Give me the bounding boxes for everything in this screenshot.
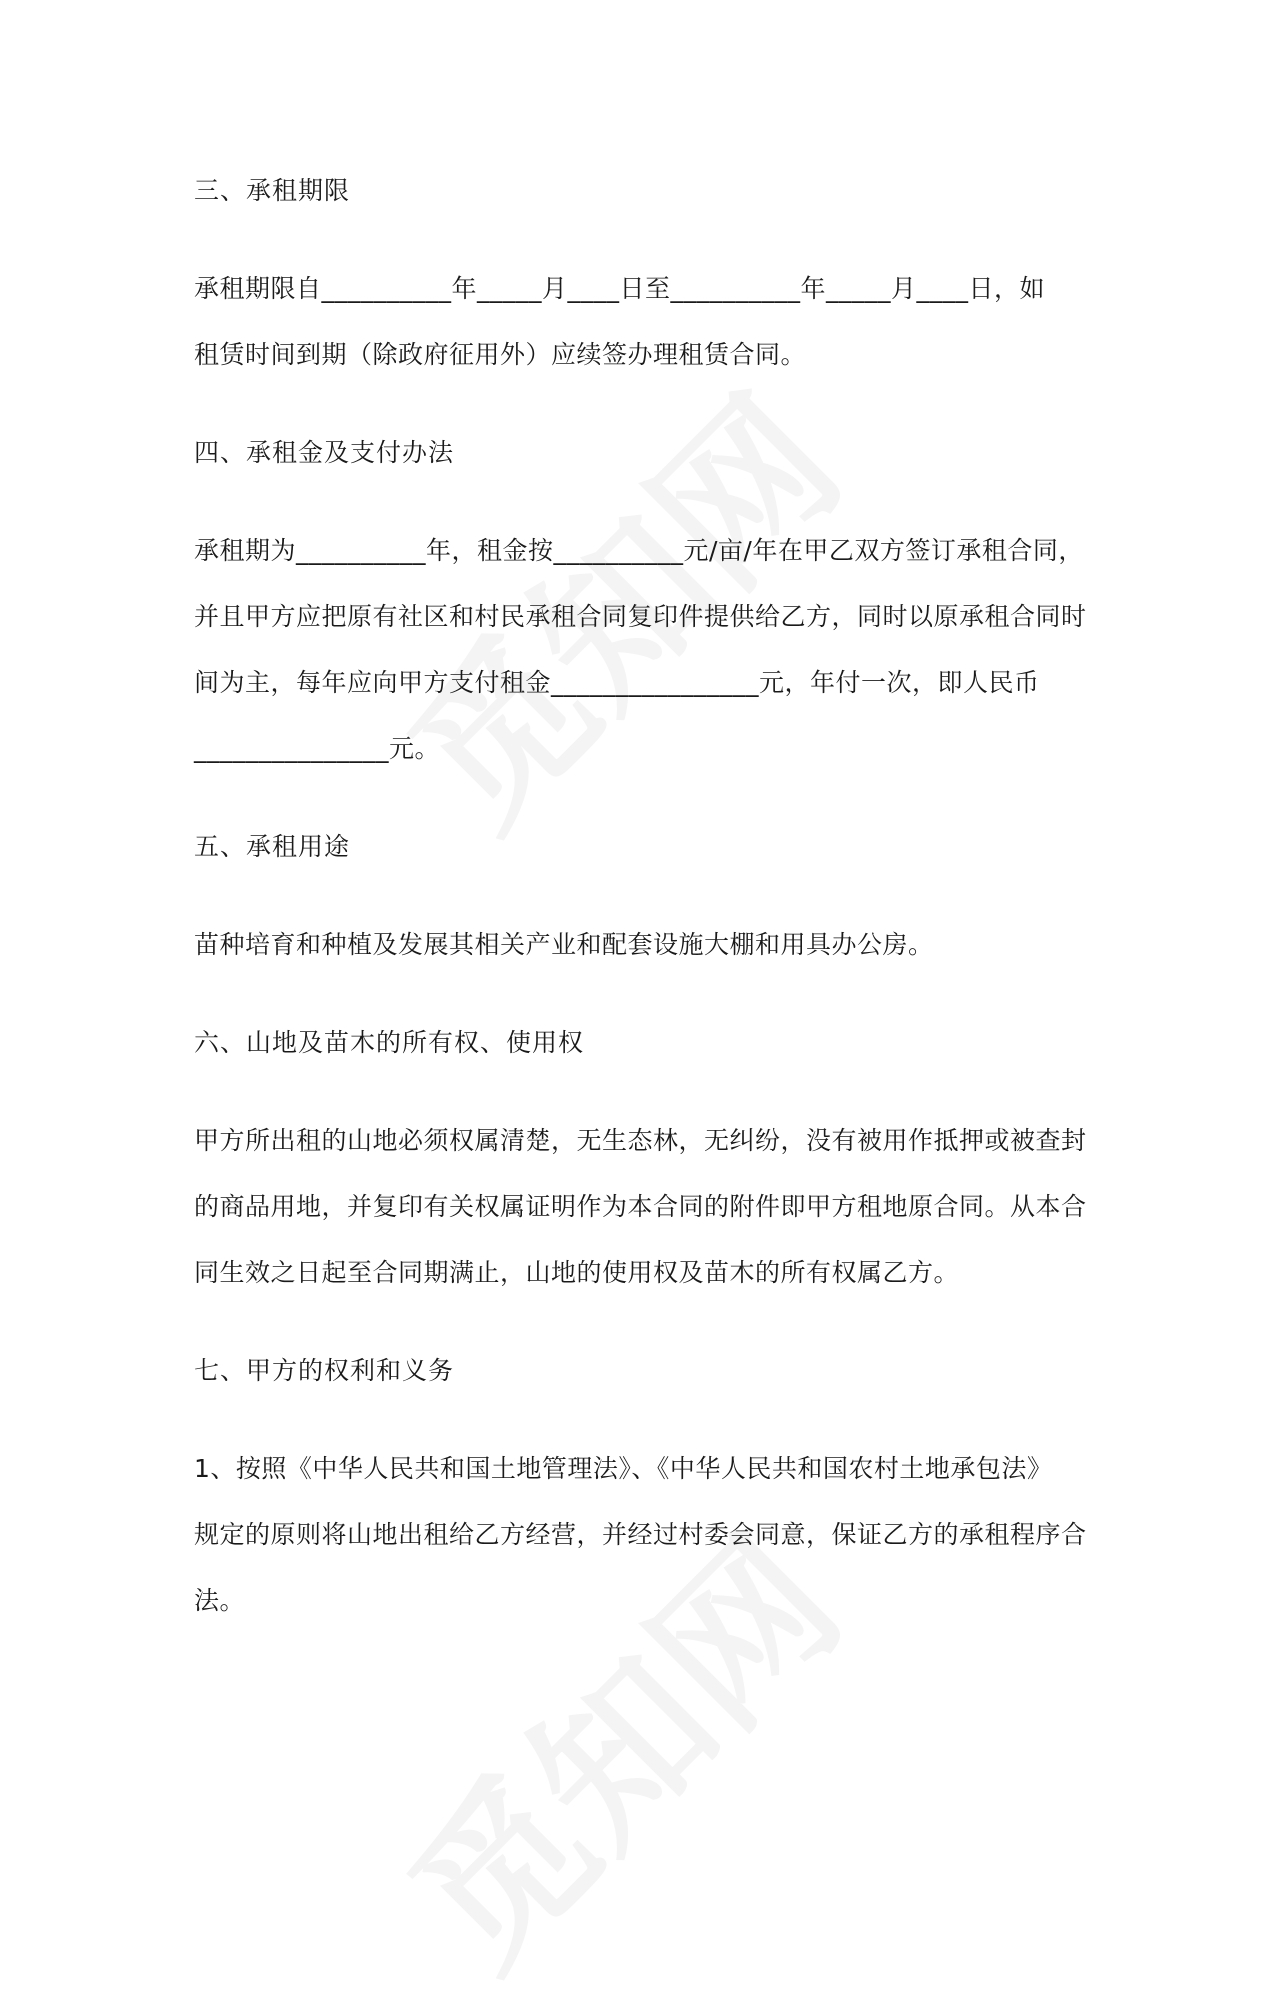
section-heading: 三、承租期限	[194, 176, 351, 205]
watermark	[348, 1476, 882, 2009]
paragraph-line: 的商品用地，并复印有关权属证明作为本合同的附件即甲方租地原合同。从本合	[194, 1192, 1087, 1221]
section-heading: 六、山地及苗木的所有权、使用权	[194, 1028, 585, 1057]
paragraph-line: _______________元。	[194, 734, 441, 763]
paragraph-line: 租赁时间到期（除政府征用外）应续签办理租赁合同。	[194, 340, 807, 369]
paragraph-line: 法。	[194, 1586, 246, 1615]
paragraph-line: 甲方所出租的山地必须权属清楚，无生态林，无纠纷，没有被用作抵押或被查封	[194, 1126, 1087, 1155]
paragraph-line: 规定的原则将山地出租给乙方经营，并经过村委会同意，保证乙方的承租程序合	[194, 1520, 1087, 1549]
section-heading: 五、承租用途	[194, 832, 351, 861]
section-heading: 四、承租金及支付办法	[194, 438, 455, 467]
paragraph-line: 承租期限自__________年_____月____日至__________年_____月____日，如	[194, 274, 1046, 303]
paragraph-line: 承租期为__________年，租金按__________元/亩/年在甲乙双方签订承租合同，	[194, 536, 1084, 565]
paragraph-line: 苗种培育和种植及发展其相关产业和配套设施大棚和用具办公房。	[194, 930, 934, 959]
paragraph-line: 同生效之日起至合同期满止，山地的使用权及苗木的所有权属乙方。	[194, 1258, 960, 1287]
paragraph-line: 1、按照《中华人民共和国土地管理法》、《中华人民共和国农村土地承包法》	[194, 1454, 1053, 1483]
paragraph-line: 并且甲方应把原有社区和村民承租合同复印件提供给乙方，同时以原承租合同时	[194, 602, 1087, 631]
section-heading: 七、甲方的权利和义务	[194, 1356, 455, 1385]
paragraph-line: 间为主，每年应向甲方支付租金________________元，年付一次，即人民币	[194, 668, 1040, 697]
